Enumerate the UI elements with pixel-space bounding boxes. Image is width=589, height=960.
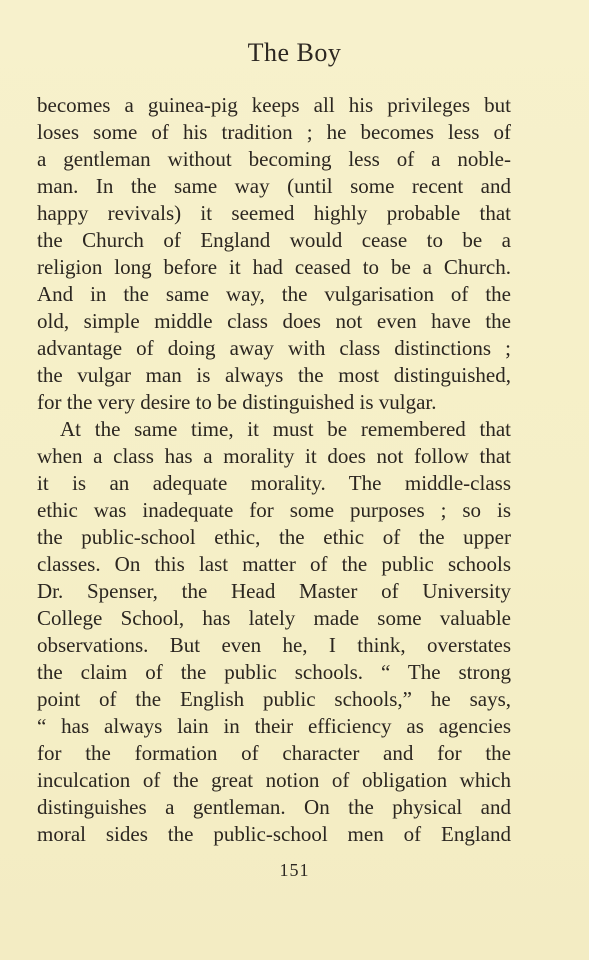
- text-line: becomes a guinea-pig keeps all his privileges but: [37, 93, 511, 117]
- text-line: man. In the same way (until some recent and: [37, 174, 511, 198]
- text-line: Dr. Spenser, the Head Master of University: [37, 579, 511, 603]
- text-line: happy revivals) it seemed highly probable that: [37, 201, 511, 225]
- text-line: the vulgar man is always the most distinguished,: [37, 363, 511, 387]
- paragraph-start-line: At the same time, it must be remembered that: [60, 417, 511, 441]
- running-head-title: The Boy: [247, 38, 342, 67]
- text-line: for the formation of character and for the: [37, 741, 511, 765]
- text-line: the claim of the public schools. “ The strong: [37, 660, 511, 684]
- text-line: inculcation of the great notion of obligation which: [37, 768, 511, 792]
- text-line: advantage of doing away with class distinctions ;: [37, 336, 511, 360]
- text-line: observations. But even he, I think, overstates: [37, 633, 511, 657]
- text-line: old, simple middle class does not even have the: [37, 309, 511, 333]
- text-line: the public-school ethic, the ethic of the upper: [37, 525, 511, 549]
- text-line: religion long before it had ceased to be a Church.: [37, 255, 511, 279]
- text-line: moral sides the public-school men of England: [37, 822, 511, 846]
- text-line: And in the same way, the vulgarisation of the: [37, 282, 511, 306]
- text-line: point of the English public schools,” he says,: [37, 687, 511, 711]
- text-line: it is an adequate morality. The middle-class: [37, 471, 511, 495]
- text-line: the Church of England would cease to be a: [37, 228, 511, 252]
- text-line: loses some of his tradition ; he becomes less of: [37, 120, 511, 144]
- text-line: “ has always lain in their efficiency as agencies: [37, 714, 511, 738]
- body-text: [37, 92, 511, 848]
- text-line: when a class has a morality it does not follow that: [37, 444, 511, 468]
- page-number: 151: [279, 860, 310, 880]
- text-line: classes. On this last matter of the public schools: [37, 552, 511, 576]
- paragraph-end-line: for the very desire to be distinguished is vulgar.: [37, 390, 437, 414]
- text-line: distinguishes a gentleman. On the physical and: [37, 795, 511, 819]
- text-line: ethic was inadequate for some purposes ; so is: [37, 498, 511, 522]
- text-line: College School, has lately made some valuable: [37, 606, 511, 630]
- text-line: a gentleman without becoming less of a noble-: [37, 147, 511, 171]
